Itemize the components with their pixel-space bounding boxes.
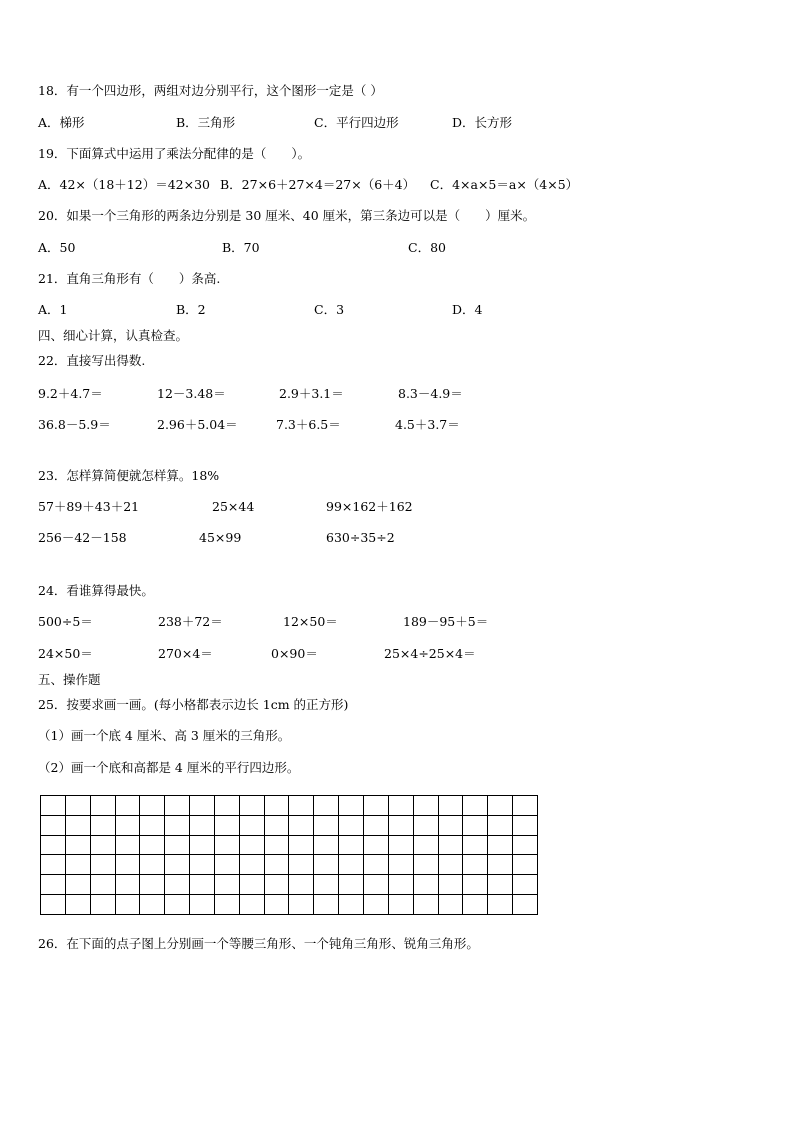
grid-cell[interactable] — [488, 895, 513, 915]
q18-option-d: D．长方形 — [452, 115, 513, 130]
grid-cell[interactable] — [289, 835, 314, 855]
question-25-stem: 25．按要求画一画。(每小格都表示边长 1cm 的正方形) — [38, 697, 349, 712]
grid-cell[interactable] — [388, 815, 413, 835]
question-26-stem: 26．在下面的点子图上分别画一个等腰三角形、一个钝角三角形、锐角三角形。 — [38, 936, 479, 951]
grid-cell[interactable] — [239, 875, 264, 895]
q22-r1-c3: 2.9＋3.1＝ — [279, 386, 344, 401]
section-5-heading: 五、操作题 — [38, 672, 101, 687]
q18-option-a: A．梯形 — [38, 115, 85, 130]
q22-r1-c4: 8.3－4.9＝ — [398, 386, 463, 401]
grid-cell[interactable] — [339, 835, 364, 855]
question-19-stem: 19．下面算式中运用了乘法分配律的是（ ）。 — [38, 146, 311, 161]
question-18-stem: 18．有一个四边形，两组对边分别平行，这个图形一定是（ ） — [38, 83, 383, 98]
grid-cell[interactable] — [463, 815, 488, 835]
grid-cell[interactable] — [165, 835, 190, 855]
grid-cell[interactable] — [463, 875, 488, 895]
grid-cell[interactable] — [289, 796, 314, 816]
q23-r1-c3: 99×162＋162 — [326, 499, 413, 514]
grid-cell[interactable] — [165, 855, 190, 875]
q22-r2-c2: 2.96＋5.04＝ — [157, 417, 238, 432]
grid-cell[interactable] — [314, 895, 339, 915]
grid-cell[interactable] — [363, 895, 388, 915]
drawing-grid[interactable] — [40, 795, 538, 915]
grid-cell[interactable] — [289, 895, 314, 915]
q18-option-c: C．平行四边形 — [314, 115, 399, 130]
grid-cell[interactable] — [463, 895, 488, 915]
grid-cell[interactable] — [438, 875, 463, 895]
grid-cell[interactable] — [438, 815, 463, 835]
grid-cell[interactable] — [388, 835, 413, 855]
q21-option-a: A．1 — [38, 302, 68, 317]
grid-cell[interactable] — [388, 895, 413, 915]
grid-cell[interactable] — [190, 895, 215, 915]
grid-cell[interactable] — [165, 796, 190, 816]
q24-r1-c1: 500÷5＝ — [38, 614, 93, 629]
grid-cell[interactable] — [264, 796, 289, 816]
grid-cell[interactable] — [190, 875, 215, 895]
q22-r2-c4: 4.5＋3.7＝ — [395, 417, 460, 432]
grid-cell[interactable] — [214, 796, 239, 816]
grid-cell[interactable] — [115, 895, 140, 915]
grid-cell[interactable] — [190, 835, 215, 855]
grid-cell[interactable] — [264, 835, 289, 855]
grid-cell[interactable] — [239, 796, 264, 816]
grid-cell[interactable] — [513, 855, 538, 875]
grid-cell[interactable] — [513, 895, 538, 915]
question-24-stem: 24．看谁算得最快。 — [38, 583, 154, 598]
grid-cell[interactable] — [264, 875, 289, 895]
grid-cell[interactable] — [165, 895, 190, 915]
grid-cell[interactable] — [65, 875, 90, 895]
q24-r2-c2: 270×4＝ — [158, 646, 213, 661]
grid-cell[interactable] — [65, 895, 90, 915]
grid-cell[interactable] — [41, 895, 66, 915]
grid-cell[interactable] — [65, 796, 90, 816]
grid-cell[interactable] — [339, 895, 364, 915]
grid-cell[interactable] — [363, 796, 388, 816]
grid-cell[interactable] — [363, 835, 388, 855]
grid-cell[interactable] — [41, 815, 66, 835]
grid-cell[interactable] — [115, 875, 140, 895]
q21-option-c: C．3 — [314, 302, 345, 317]
grid-cell[interactable] — [438, 835, 463, 855]
grid-cell[interactable] — [314, 835, 339, 855]
grid-cell[interactable] — [41, 875, 66, 895]
grid-cell[interactable] — [239, 835, 264, 855]
grid-cell[interactable] — [165, 875, 190, 895]
grid-cell[interactable] — [115, 815, 140, 835]
q24-r1-c3: 12×50＝ — [283, 614, 338, 629]
grid-cell[interactable] — [214, 835, 239, 855]
q19-option-c: C．4×a×5＝a×（4×5） — [430, 177, 579, 192]
question-22-stem: 22．直接写出得数. — [38, 353, 146, 368]
grid-cell[interactable] — [90, 875, 115, 895]
grid-cell[interactable] — [289, 815, 314, 835]
grid-cell[interactable] — [90, 895, 115, 915]
grid-cell[interactable] — [239, 895, 264, 915]
q23-r1-c2: 25×44 — [212, 499, 255, 514]
q25-sub-2: （2）画一个底和高都是 4 厘米的平行四边形。 — [38, 760, 300, 775]
q24-r2-c3: 0×90＝ — [271, 646, 318, 661]
grid-cell[interactable] — [339, 815, 364, 835]
grid-cell[interactable] — [363, 855, 388, 875]
section-4-heading: 四、细心计算，认真检查。 — [38, 328, 189, 343]
grid-cell[interactable] — [140, 815, 165, 835]
q23-r2-c1: 256－42－158 — [38, 530, 127, 545]
q24-r2-c4: 25×4÷25×4＝ — [384, 646, 476, 661]
grid-cell[interactable] — [513, 875, 538, 895]
grid-cell[interactable] — [363, 875, 388, 895]
grid-cell[interactable] — [65, 815, 90, 835]
grid-cell[interactable] — [140, 796, 165, 816]
grid-cell[interactable] — [190, 796, 215, 816]
grid-cell[interactable] — [289, 875, 314, 895]
grid-cell[interactable] — [140, 895, 165, 915]
grid-cell[interactable] — [41, 835, 66, 855]
grid-cell[interactable] — [214, 895, 239, 915]
grid-cell[interactable] — [289, 855, 314, 875]
q22-r1-c1: 9.2＋4.7＝ — [38, 386, 103, 401]
grid-cell[interactable] — [65, 835, 90, 855]
grid-cell[interactable] — [413, 875, 438, 895]
grid-cell[interactable] — [190, 815, 215, 835]
grid-cell[interactable] — [488, 855, 513, 875]
q22-r2-c1: 36.8－5.9＝ — [38, 417, 111, 432]
grid-cell[interactable] — [264, 855, 289, 875]
q19-option-a: A．42×（18＋12）＝42×30 — [38, 177, 211, 192]
grid-cell[interactable] — [140, 875, 165, 895]
grid-cell[interactable] — [413, 796, 438, 816]
grid-cell[interactable] — [90, 855, 115, 875]
grid-cell[interactable] — [165, 815, 190, 835]
grid-cell[interactable] — [41, 796, 66, 816]
grid-cell[interactable] — [214, 875, 239, 895]
grid-cell[interactable] — [438, 796, 463, 816]
grid-cell[interactable] — [438, 895, 463, 915]
q25-sub-1: （1）画一个底 4 厘米、高 3 厘米的三角形。 — [38, 728, 291, 743]
q19-option-b: B．27×6＋27×4＝27×（6＋4） — [220, 177, 416, 192]
grid-cell[interactable] — [115, 855, 140, 875]
q20-option-a: A．50 — [38, 240, 76, 255]
grid-cell[interactable] — [413, 835, 438, 855]
grid-cell[interactable] — [339, 875, 364, 895]
grid-cell[interactable] — [140, 835, 165, 855]
grid-table — [40, 795, 538, 915]
grid-cell[interactable] — [488, 835, 513, 855]
q18-option-b: B．三角形 — [176, 115, 236, 130]
q23-r1-c1: 57＋89＋43＋21 — [38, 499, 140, 514]
grid-cell[interactable] — [314, 875, 339, 895]
grid-cell[interactable] — [239, 815, 264, 835]
grid-cell[interactable] — [314, 855, 339, 875]
q23-r2-c2: 45×99 — [199, 530, 242, 545]
grid-cell[interactable] — [41, 855, 66, 875]
q21-option-b: B．2 — [176, 302, 206, 317]
grid-cell[interactable] — [90, 835, 115, 855]
grid-cell[interactable] — [488, 796, 513, 816]
q21-option-d: D．4 — [452, 302, 483, 317]
grid-cell[interactable] — [413, 855, 438, 875]
grid-cell[interactable] — [90, 796, 115, 816]
q22-r1-c2: 12－3.48＝ — [157, 386, 226, 401]
grid-cell[interactable] — [413, 895, 438, 915]
grid-cell[interactable] — [115, 796, 140, 816]
q20-option-b: B．70 — [222, 240, 260, 255]
grid-cell[interactable] — [140, 855, 165, 875]
q22-r2-c3: 7.3＋6.5＝ — [276, 417, 341, 432]
grid-cell[interactable] — [413, 815, 438, 835]
grid-cell[interactable] — [513, 835, 538, 855]
grid-cell[interactable] — [363, 815, 388, 835]
question-23-stem: 23．怎样算简便就怎样算。18% — [38, 468, 220, 483]
question-21-stem: 21．直角三角形有（ ）条高. — [38, 271, 221, 286]
grid-cell[interactable] — [513, 796, 538, 816]
grid-cell[interactable] — [463, 796, 488, 816]
grid-cell[interactable] — [513, 815, 538, 835]
grid-cell[interactable] — [214, 855, 239, 875]
grid-cell[interactable] — [264, 895, 289, 915]
grid-cell[interactable] — [115, 835, 140, 855]
grid-cell[interactable] — [463, 835, 488, 855]
grid-cell[interactable] — [438, 855, 463, 875]
grid-cell[interactable] — [90, 815, 115, 835]
grid-cell[interactable] — [339, 796, 364, 816]
question-20-stem: 20．如果一个三角形的两条边分别是 30 厘米、40 厘米，第三条边可以是（ ）厘米。 — [38, 208, 536, 223]
q24-r1-c2: 238＋72＝ — [158, 614, 223, 629]
grid-cell[interactable] — [388, 855, 413, 875]
grid-cell[interactable] — [463, 855, 488, 875]
grid-cell[interactable] — [214, 815, 239, 835]
grid-cell[interactable] — [388, 796, 413, 816]
q24-r1-c4: 189－95＋5＝ — [403, 614, 489, 629]
grid-cell[interactable] — [264, 815, 289, 835]
grid-cell[interactable] — [388, 875, 413, 895]
q20-option-c: C．80 — [408, 240, 446, 255]
grid-cell[interactable] — [488, 815, 513, 835]
q24-r2-c1: 24×50＝ — [38, 646, 93, 661]
grid-cell[interactable] — [314, 796, 339, 816]
grid-cell[interactable] — [65, 855, 90, 875]
grid-cell[interactable] — [488, 875, 513, 895]
grid-cell[interactable] — [339, 855, 364, 875]
grid-cell[interactable] — [190, 855, 215, 875]
grid-cell[interactable] — [239, 855, 264, 875]
q23-r2-c3: 630÷35÷2 — [326, 530, 395, 545]
grid-cell[interactable] — [314, 815, 339, 835]
